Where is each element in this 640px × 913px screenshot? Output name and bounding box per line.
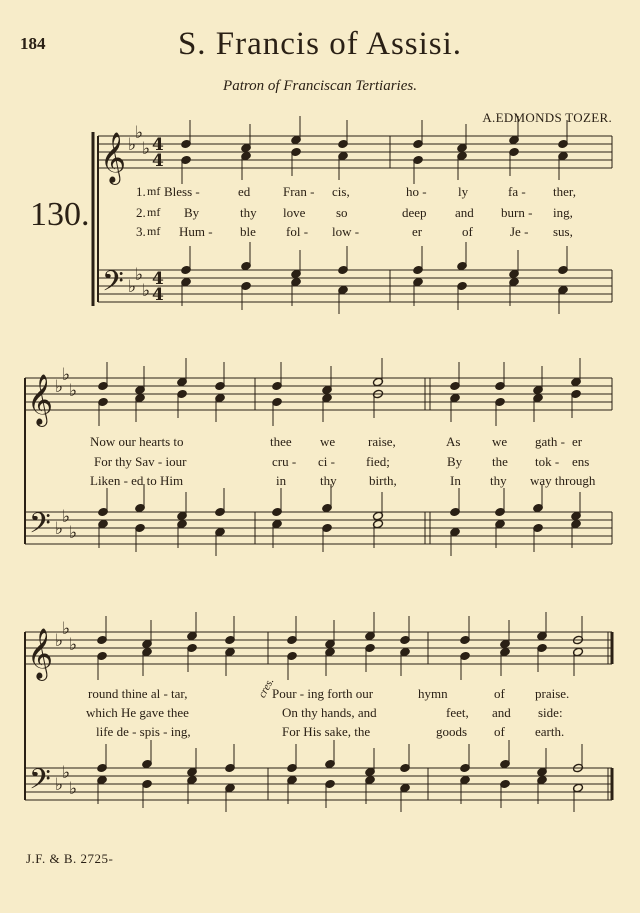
lyric-syllable: thee: [270, 434, 292, 449]
lyric-syllable: deep: [402, 205, 427, 220]
treble-clef-icon: 𝄞: [100, 132, 127, 183]
lyric-syllable: goods: [436, 724, 468, 739]
lyric-syllable: feet,: [446, 705, 469, 720]
flat-sign-icon: ♭: [69, 635, 78, 655]
lyric-syllable: ther,: [553, 184, 576, 199]
flat-sign-icon: ♭: [135, 265, 144, 285]
lyric-syllable: earth.: [535, 724, 565, 739]
lyric-syllable: love: [283, 205, 306, 220]
crescendo-mark: cres.: [256, 676, 277, 700]
lyric-syllable: which He gave thee: [86, 705, 189, 720]
lyric-syllable: hymn: [418, 686, 448, 701]
lyric-syllable: raise,: [368, 434, 396, 449]
lyric-syllable: ly: [458, 184, 469, 199]
bass-clef-icon: 𝄢: [29, 507, 51, 547]
time-signature: 4: [152, 151, 164, 171]
lyric-syllable: Pour - ing forth our: [272, 686, 374, 701]
lyric-syllable: Hum -: [179, 224, 213, 239]
time-signature: 4: [152, 285, 164, 305]
lyric-syllable: Fran -: [283, 184, 315, 199]
lyric-syllable: fol -: [286, 224, 309, 239]
flat-sign-icon: ♭: [55, 377, 64, 397]
flat-sign-icon: ♭: [62, 365, 71, 385]
flat-sign-icon: ♭: [135, 123, 144, 143]
lyric-syllable: of: [462, 224, 473, 239]
lyric-syllable: thy: [490, 473, 507, 488]
lyric-syllable: gath -: [535, 434, 565, 449]
flat-sign-icon: ♭: [128, 277, 137, 297]
lyric-syllable: we: [320, 434, 336, 449]
lyric-syllable: ens: [572, 454, 590, 469]
lyric-syllable: way through: [530, 473, 596, 488]
lyric-syllable: praise.: [535, 686, 570, 701]
lyric-syllable: ble: [240, 224, 256, 239]
lyric-syllable: 2.: [136, 205, 146, 220]
dynamic-marking: mf: [147, 205, 161, 219]
lyric-syllable: er: [572, 434, 583, 449]
flat-sign-icon: ♭: [62, 763, 71, 783]
lyric-syllable: of: [494, 686, 505, 701]
lyric-syllable: ed: [238, 184, 251, 199]
lyric-syllable: ing,: [553, 205, 573, 220]
lyric-syllable: fa -: [508, 184, 526, 199]
bass-clef-icon: 𝄢: [29, 763, 51, 803]
lyric-syllable: 1.: [136, 184, 146, 199]
time-signature: 4: [152, 135, 164, 155]
treble-clef-icon: 𝄞: [27, 374, 54, 425]
lyric-syllable: On thy hands, and: [282, 705, 377, 720]
lyric-syllable: birth,: [369, 473, 397, 488]
lyric-syllable: er: [412, 224, 423, 239]
lyric-syllable: tok -: [535, 454, 560, 469]
lyric-syllable: Liken - ed to Him: [90, 473, 184, 488]
lyric-syllable: we: [492, 434, 508, 449]
lyric-syllable: thy: [240, 205, 257, 220]
lyric-syllable: thy: [320, 473, 337, 488]
lyric-syllable: 3.: [136, 224, 146, 239]
dynamic-marking: mf: [147, 184, 161, 198]
lyric-syllable: For thy Sav - iour: [94, 454, 187, 469]
lyric-syllable: Bless -: [164, 184, 200, 199]
flat-sign-icon: ♭: [69, 381, 78, 401]
flat-sign-icon: ♭: [142, 139, 151, 159]
flat-sign-icon: ♭: [62, 619, 71, 639]
lyric-syllable: fied;: [366, 454, 390, 469]
time-signature: 4: [152, 269, 164, 289]
flat-sign-icon: ♭: [69, 523, 78, 543]
flat-sign-icon: ♭: [128, 135, 137, 155]
flat-sign-icon: ♭: [55, 519, 64, 539]
lyric-syllable: so: [336, 205, 348, 220]
lyric-syllable: By: [184, 205, 200, 220]
treble-clef-icon: 𝄞: [27, 628, 54, 679]
flat-sign-icon: ♭: [142, 281, 151, 301]
lyric-syllable: low -: [332, 224, 360, 239]
flat-sign-icon: ♭: [55, 631, 64, 651]
lyric-syllable: and: [455, 205, 474, 220]
lyric-syllable: For His sake, the: [282, 724, 371, 739]
bass-clef-icon: 𝄢: [102, 265, 124, 305]
lyric-syllable: of: [494, 724, 505, 739]
lyric-syllable: By: [447, 454, 463, 469]
lyric-syllable: In: [450, 473, 461, 488]
publisher-footer: J.F. & B. 2725-: [26, 851, 114, 866]
hymn-number: 130.: [30, 196, 90, 233]
hymn-title: S. Francis of Assisi.: [177, 26, 463, 62]
flat-sign-icon: ♭: [55, 775, 64, 795]
lyric-syllable: ci -: [318, 454, 335, 469]
lyric-syllable: sus,: [553, 224, 573, 239]
lyric-syllable: As: [446, 434, 461, 449]
flat-sign-icon: ♭: [69, 779, 78, 799]
flat-sign-icon: ♭: [62, 507, 71, 527]
composer-credit: A.EDMONDS TOZER.: [482, 110, 612, 125]
hymn-subtitle: Patron of Franciscan Tertiaries.: [223, 78, 417, 94]
lyric-syllable: Now our hearts to: [90, 434, 184, 449]
lyric-syllable: in: [276, 473, 287, 488]
lyric-syllable: round thine al - tar,: [88, 686, 188, 701]
lyric-syllable: the: [492, 454, 508, 469]
lyric-syllable: side:: [538, 705, 563, 720]
lyric-syllable: cis,: [332, 184, 350, 199]
lyric-syllable: life de - spis - ing,: [96, 724, 191, 739]
lyric-syllable: ho -: [406, 184, 427, 199]
lyric-syllable: cru -: [272, 454, 297, 469]
lyric-syllable: and: [492, 705, 511, 720]
dynamic-marking: mf: [147, 224, 161, 238]
lyric-syllable: burn -: [501, 205, 533, 220]
lyric-syllable: Je -: [510, 224, 529, 239]
page-number: 184: [20, 34, 46, 53]
